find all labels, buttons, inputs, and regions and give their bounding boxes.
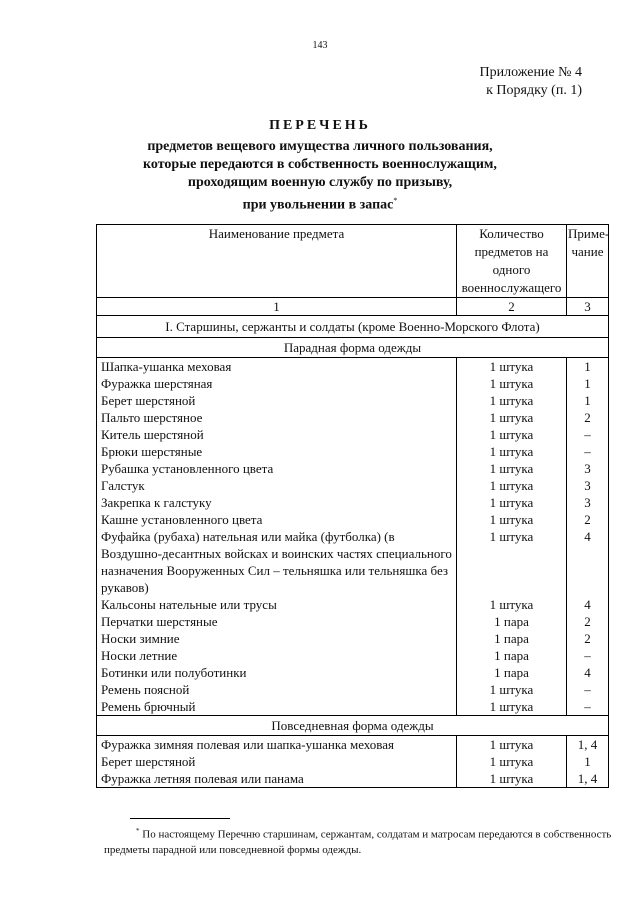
item-note: –: [567, 443, 609, 460]
item-name: Закрепка к галстуку: [97, 494, 457, 511]
item-quantity: 1 пара: [457, 630, 567, 647]
subsection-title-row: [97, 716, 609, 736]
item-name: Галстук: [97, 477, 457, 494]
header-item-name: Наименование предмета: [97, 225, 457, 298]
footnote-separator: [130, 818, 230, 819]
item-name: Шапка-ушанка меховая: [97, 358, 457, 376]
item-quantity: 1 штука: [457, 596, 567, 613]
item-quantity: 1 штука: [457, 681, 567, 698]
footnote-mark: *: [136, 827, 140, 835]
item-note: 1: [567, 392, 609, 409]
table-row: [97, 477, 609, 494]
table-row: [97, 664, 609, 681]
item-name: Ботинки или полуботинки: [97, 664, 457, 681]
header-quantity: Количество предметов на одного военнослужащего: [457, 225, 567, 298]
item-note: 2: [567, 630, 609, 647]
item-quantity: 1 штука: [457, 770, 567, 788]
item-quantity: 1 штука: [457, 426, 567, 443]
table-row: [97, 494, 609, 511]
column-number-1: 1: [97, 298, 457, 316]
item-note: 1, 4: [567, 770, 609, 788]
column-number-2: 2: [457, 298, 567, 316]
item-name: Фуражка летняя полевая или панама: [97, 770, 457, 788]
subsection-title: Повседневная форма одежды: [97, 716, 609, 736]
subtitle-line-4: [90, 192, 550, 215]
item-quantity: 1 штука: [457, 753, 567, 770]
item-quantity: 1 пара: [457, 647, 567, 664]
table-row: [97, 426, 609, 443]
table-row: [97, 647, 609, 664]
footnote-text: По настоящему Перечню старшинам, сержантам, солдатам и матросам передаются в собственность предметы парадной или повседневной формы одежды.: [104, 828, 612, 856]
item-quantity: 1 пара: [457, 613, 567, 630]
footnote: [104, 824, 616, 858]
item-name: Фуражка зимняя полевая или шапка-ушанка меховая: [97, 736, 457, 754]
subsection-title-row: [97, 338, 609, 358]
table-row: [97, 736, 609, 754]
appendix-line-1: Приложение № 4: [479, 65, 582, 80]
item-note: 1: [567, 753, 609, 770]
item-name: Пальто шерстяное: [97, 409, 457, 426]
table-row: [97, 443, 609, 460]
item-note: 2: [567, 409, 609, 426]
item-note: 3: [567, 477, 609, 494]
item-name: Фуфайка (рубаха) нательная или майка (футболка) (в Воздушно-десантных войсках и воинских частях специального назначения Вооруженных Сил – тельняшка или тельняшка без рукавов): [97, 528, 457, 596]
header-note: Приме-чание: [567, 225, 609, 298]
table-row: [97, 753, 609, 770]
item-note: 4: [567, 664, 609, 681]
document-subtitle: [90, 138, 550, 215]
table-row: [97, 528, 609, 596]
item-quantity: 1 штука: [457, 409, 567, 426]
item-quantity: 1 штука: [457, 736, 567, 754]
item-quantity: 1 штука: [457, 375, 567, 392]
subtitle-line-4-text: при увольнении в запас: [242, 197, 394, 213]
section-title-row: [97, 316, 609, 338]
subsection-title: Парадная форма одежды: [97, 338, 609, 358]
item-name: Рубашка установленного цвета: [97, 460, 457, 477]
table-row: [97, 375, 609, 392]
item-name: Ремень брючный: [97, 698, 457, 716]
table-row: [97, 409, 609, 426]
footnote-reference-mark: *: [393, 196, 398, 205]
item-note: 3: [567, 494, 609, 511]
column-number-3: 3: [567, 298, 609, 316]
item-name: Перчатки шерстяные: [97, 613, 457, 630]
item-name: Фуражка шерстяная: [97, 375, 457, 392]
column-number-row: [97, 298, 609, 316]
subtitle-line-3: проходящим военную службу по призыву,: [187, 175, 453, 190]
item-note: –: [567, 698, 609, 716]
table-row: [97, 698, 609, 716]
item-quantity: 1 штука: [457, 358, 567, 376]
table-row: [97, 630, 609, 647]
item-quantity: 1 пара: [457, 664, 567, 681]
item-quantity: 1 штука: [457, 443, 567, 460]
item-quantity: 1 штука: [457, 528, 567, 596]
subtitle-line-1: предметов вещевого имущества личного пользования,: [147, 139, 493, 154]
items-table: [96, 224, 609, 788]
item-note: 4: [567, 596, 609, 613]
table-row: [97, 613, 609, 630]
table-row: [97, 596, 609, 613]
table-row: [97, 770, 609, 788]
item-name: Ремень поясной: [97, 681, 457, 698]
item-name: Берет шерстяной: [97, 392, 457, 409]
subtitle-line-2: которые передаются в собственность военнослужащим,: [143, 157, 497, 172]
item-name: Кашне установленного цвета: [97, 511, 457, 528]
item-quantity: 1 штука: [457, 494, 567, 511]
item-note: 2: [567, 511, 609, 528]
item-quantity: 1 штука: [457, 698, 567, 716]
table-row: [97, 358, 609, 376]
item-name: Берет шерстяной: [97, 753, 457, 770]
item-note: –: [567, 681, 609, 698]
item-note: 1: [567, 375, 609, 392]
item-note: 2: [567, 613, 609, 630]
item-note: 3: [567, 460, 609, 477]
item-quantity: 1 штука: [457, 460, 567, 477]
item-name: Брюки шерстяные: [97, 443, 457, 460]
section-title: I. Старшины, сержанты и солдаты (кроме Военно-Морского Флота): [97, 316, 609, 338]
table-row: [97, 460, 609, 477]
item-note: –: [567, 647, 609, 664]
item-name: Кальсоны нательные или трусы: [97, 596, 457, 613]
item-quantity: 1 штука: [457, 477, 567, 494]
item-name: Китель шерстяной: [97, 426, 457, 443]
document-title: ПЕРЕЧЕНЬ: [269, 118, 371, 133]
item-note: 4: [567, 528, 609, 596]
item-note: –: [567, 426, 609, 443]
item-quantity: 1 штука: [457, 392, 567, 409]
table-row: [97, 681, 609, 698]
appendix-reference: [480, 64, 583, 100]
item-note: 1: [567, 358, 609, 376]
table-row: [97, 511, 609, 528]
table-row: [97, 392, 609, 409]
appendix-line-2: к Порядку (п. 1): [486, 83, 582, 98]
item-note: 1, 4: [567, 736, 609, 754]
item-quantity: 1 штука: [457, 511, 567, 528]
item-name: Носки зимние: [97, 630, 457, 647]
item-name: Носки летние: [97, 647, 457, 664]
page-number: 143: [312, 40, 328, 51]
table-header-row: [97, 225, 609, 298]
